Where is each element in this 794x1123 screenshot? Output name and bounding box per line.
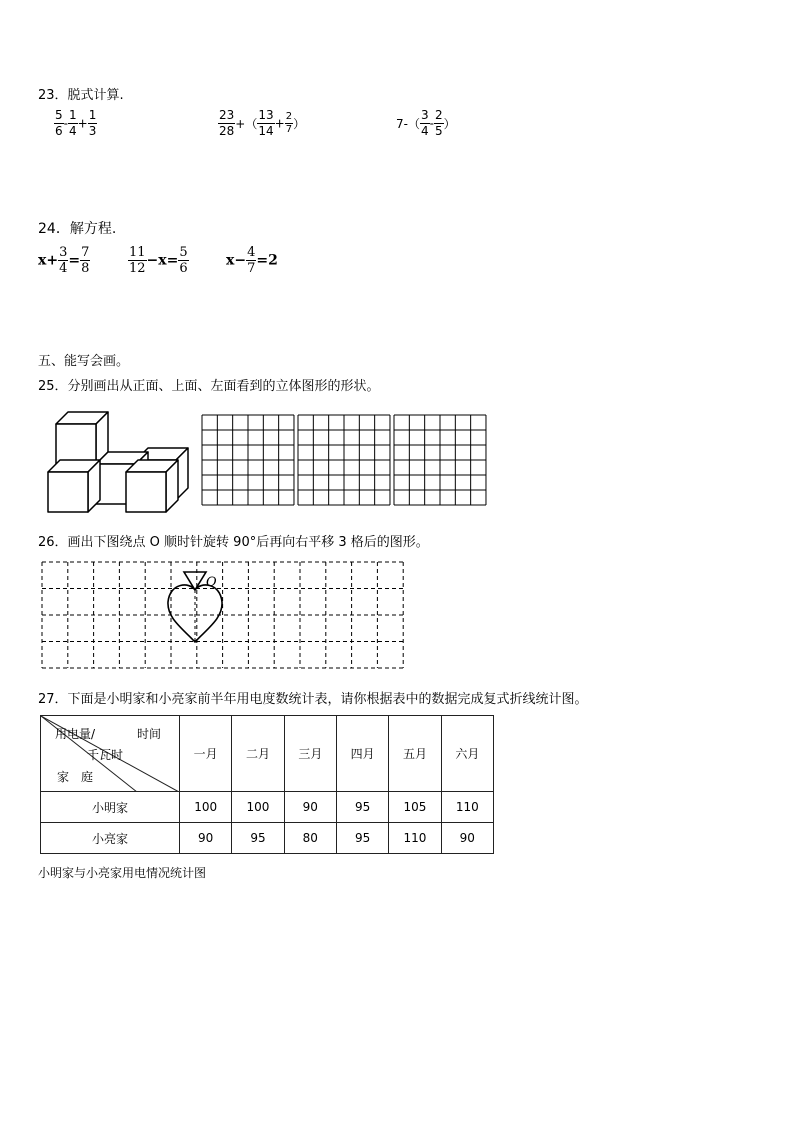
drawing-grid xyxy=(394,415,486,505)
month-header: 五月 xyxy=(389,716,441,792)
q23-expr-3: 7-（ $\frac{3}{4}$ - $\frac{2}{5}$ ） xyxy=(396,108,456,138)
fraction: $\frac{3}{4}$ xyxy=(59,245,68,276)
fraction: $\frac{23}{28}$ xyxy=(219,108,235,138)
month-header: 一月 xyxy=(180,716,232,792)
q26-title: 26．画出下图绕点 O 顺时针旋转 90°后再向右平移 3 格后的图形。 xyxy=(38,535,429,550)
q24-equation-2: $\frac{11}{12}$ −x= $\frac{5}{6}$ xyxy=(129,245,188,276)
month-header: 二月 xyxy=(232,716,284,792)
table-cell: 95 xyxy=(336,792,388,823)
q24-title: 24．解方程. xyxy=(38,221,117,237)
point-o-label: O xyxy=(206,575,217,590)
drawing-grid xyxy=(202,415,294,505)
table-row xyxy=(41,823,494,854)
fraction: $\frac{11}{12}$ xyxy=(129,245,146,276)
q24-equation-3: x− $\frac{4}{7}$ =2 xyxy=(226,245,278,276)
fraction: $\frac{5}{6}$ xyxy=(55,108,63,138)
fraction: $\frac{13}{14}$ xyxy=(258,108,274,138)
header-time: 时间 xyxy=(137,727,162,741)
electricity-table xyxy=(40,715,494,854)
section-heading: 五、能写会画。 xyxy=(38,354,130,369)
table-cell: 80 xyxy=(284,823,336,854)
q24-equation-1: x+ $\frac{3}{4}$ = $\frac{7}{8}$ xyxy=(38,245,90,276)
drawing-grid xyxy=(298,415,390,505)
fraction: $\frac{4}{7}$ xyxy=(247,245,256,276)
header-family: 家 庭 xyxy=(57,770,94,784)
table-cell: 90 xyxy=(441,823,493,854)
fraction: $\frac{2}{7}$ xyxy=(285,111,293,135)
table-cell: 90 xyxy=(284,792,336,823)
rotation-grid xyxy=(40,560,406,672)
table-cell: 100 xyxy=(180,792,232,823)
month-header: 三月 xyxy=(284,716,336,792)
drawing-grids xyxy=(200,414,490,508)
q23-expr-2: $\frac{23}{28}$ +（ $\frac{13}{14}$ + $\frac{2}{7}$ ） xyxy=(219,108,306,138)
month-header: 六月 xyxy=(441,716,493,792)
q25-title: 25．分别画出从正面、上面、左面看到的立体图形的形状。 xyxy=(38,379,380,394)
table-cell: 95 xyxy=(232,823,284,854)
chart-caption: 小明家与小亮家用电情况统计图 xyxy=(38,866,207,880)
table-row xyxy=(41,792,494,823)
fraction: $\frac{5}{6}$ xyxy=(179,245,188,276)
fraction: $\frac{3}{4}$ xyxy=(420,108,429,138)
fraction: $\frac{1}{4}$ xyxy=(68,108,77,138)
fraction: $\frac{1}{3}$ xyxy=(88,108,97,138)
q27-title: 27．下面是小明家和小亮家前半年用电度数统计表，请你根据表中的数据完成复式折线统计图。 xyxy=(38,692,588,707)
table-cell: 110 xyxy=(389,823,441,854)
month-header: 四月 xyxy=(336,716,388,792)
cube-stack-figure xyxy=(44,408,194,516)
table-cell: 110 xyxy=(441,792,493,823)
q23-expr-1: $\frac{5}{6}$ - $\frac{1}{4}$ + $\frac{1}{3}$ xyxy=(55,108,97,138)
family-name: 小明家 xyxy=(41,792,180,823)
family-name: 小亮家 xyxy=(41,823,180,854)
table-cell: 90 xyxy=(180,823,232,854)
diagonal-header-cell xyxy=(41,716,180,792)
table-cell: 100 xyxy=(232,792,284,823)
fraction: $\frac{7}{8}$ xyxy=(81,245,90,276)
header-unit-top: 用电量/ xyxy=(55,727,96,741)
fraction: $\frac{2}{5}$ xyxy=(434,108,443,138)
table-cell: 95 xyxy=(336,823,388,854)
table-cell: 105 xyxy=(389,792,441,823)
q23-title: 23．脱式计算. xyxy=(38,88,124,103)
header-unit: 千瓦时 xyxy=(87,748,124,762)
